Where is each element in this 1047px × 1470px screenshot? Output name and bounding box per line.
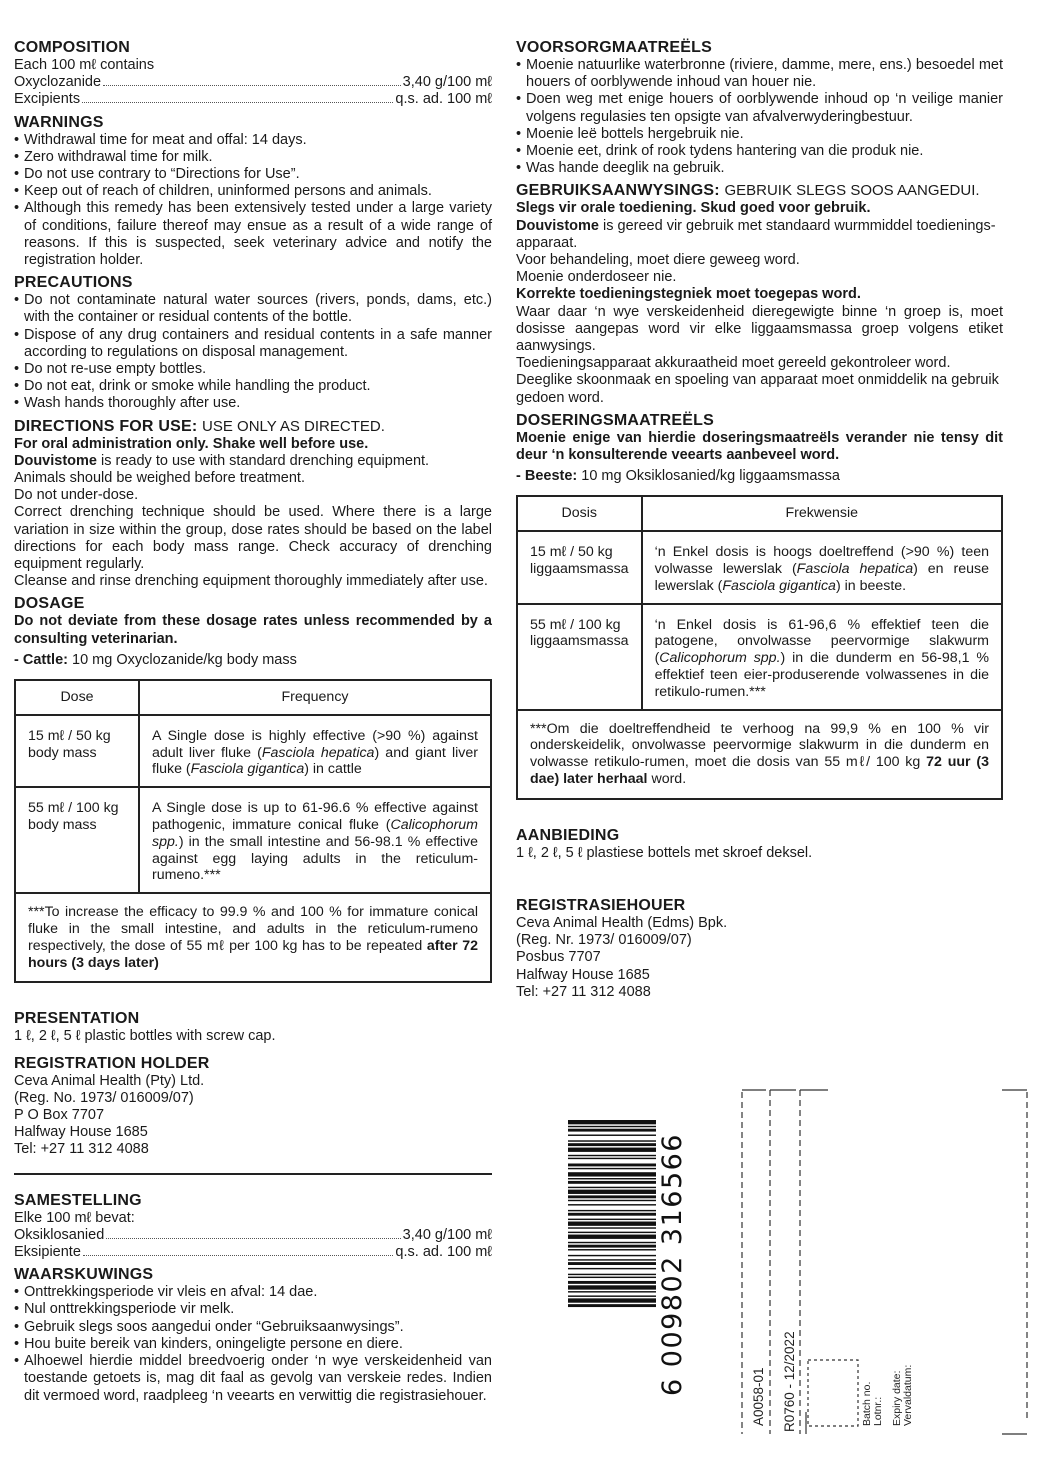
barcode-bar: [568, 1213, 656, 1216]
gebruik-line: Deeglike skoonmaak en spoeling van apparaat moet onmiddelik na gebruik gedoen word.: [516, 372, 999, 406]
dosering-section: [516, 411, 1003, 800]
directions-line: [14, 453, 492, 470]
product-name: Douvistome: [516, 217, 599, 234]
holder-line: Tel: +27 11 312 4088: [14, 1141, 149, 1158]
gebruik-line: Moenie onderdoseer nie.: [516, 269, 677, 286]
list-item: • Do not use contrary to “Directions for Use”.: [14, 166, 492, 183]
barcode-bar: [568, 1168, 656, 1169]
frequency-text: A Single dose is up to 61-96.6 % effective against pathogenic, immature conical fluke (: [152, 800, 478, 834]
precautions-heading: PRECAUTIONS: [14, 274, 133, 292]
barcode-bar: [568, 1210, 656, 1211]
houer-line: Tel: +27 11 312 4088: [516, 983, 651, 1000]
list-item: • Keep out of reach of children, uninformed persons and animals.: [14, 183, 492, 200]
composition-intro: Each 100 mℓ contains: [14, 57, 155, 73]
composition-row: [14, 1227, 492, 1244]
ingredient-value: q.s. ad. 100 mℓ: [395, 91, 492, 108]
composition-row: [14, 91, 492, 108]
gebruik-line: Voor behandeling, moet diere geweeg word.: [516, 252, 800, 269]
precautions-list: [14, 292, 492, 412]
barcode-bar: [568, 1126, 656, 1127]
frequency-cell: [642, 531, 1002, 603]
directions-heading: [14, 417, 492, 436]
gebruik-line: Toedieningsapparaat akkuraatheid moet gereeld gekontroleer word.: [516, 355, 951, 372]
dosage-species: [14, 652, 492, 669]
barcode-digits: 6 009802 316566: [657, 1133, 688, 1396]
gebruik-title-note: GEBRUIK SLEGS SOOS AANGEDUI.: [724, 182, 980, 200]
barcode-bar: [568, 1164, 656, 1167]
directions-line: Animals should be weighed before treatment.: [14, 470, 305, 487]
expiry-label-af: Vervaldatum:: [902, 1364, 914, 1426]
barcode-bar: [568, 1143, 656, 1146]
dosering-warning: Moenie enige van hierdie doseringsmaatreëls verander nie tensy dit deur ‘n konsulterende veearts aanbeveel word.: [516, 429, 1003, 464]
barcode-bar: [568, 1200, 656, 1201]
directions-line: Cleanse and rinse drenching equipment thoroughly immediately after use.: [14, 573, 488, 590]
list-item: • Doen weg met enige houers of oorblywende inhoud op ‘n veilige manier volgens regulasies ten opsigte van afvalverwyderingbestuur.: [516, 91, 1003, 125]
barcode-bar: [568, 1155, 656, 1156]
note-emphasis: after 72 hours (3 days later): [28, 937, 478, 971]
frequency-text: ‘n Enkel dosis is hoogs doeltreffend (>90 %) teen volwasse lewerslak (: [654, 544, 989, 578]
frequency-text: ) in the small intestine and 56-98.1 % effective against egg laying adults in the reticulum- rumeno.***: [152, 833, 478, 884]
directions-title-note: USE ONLY AS DIRECTED.: [202, 417, 385, 435]
list-item: • Moenie eet, drink of rook tydens hantering van die produk nie.: [516, 143, 1003, 160]
barcode-bar: [568, 1277, 656, 1278]
barcode-bar: [568, 1129, 656, 1132]
barcode-bar: [568, 1232, 656, 1233]
houer-line: (Reg. Nr. 1973/ 016009/07): [516, 932, 692, 949]
barcode-bar: [568, 1190, 656, 1194]
holder-line: P O Box 7707: [14, 1107, 105, 1124]
directions-title: DIRECTIONS FOR USE:: [14, 417, 198, 435]
barcode-bar: [568, 1304, 656, 1307]
species-name: Fasciola hepatica: [796, 561, 914, 578]
table-row: [15, 893, 491, 982]
holder-section: [14, 1054, 492, 1159]
holder-line: (Reg. No. 1973/ 016009/07): [14, 1089, 194, 1106]
table-note: [517, 710, 1002, 799]
barcode-bar: [568, 1187, 656, 1188]
dose-cell: 55 mℓ / 100 kg liggaamsmassa: [517, 604, 642, 710]
barcode-bar: [568, 1140, 656, 1141]
directions-section: [14, 417, 492, 591]
ingredient-value: 3,40 g/100 mℓ: [402, 1226, 492, 1243]
aanbieding-section: [516, 826, 1003, 862]
species-name: Calicophorum spp.: [152, 817, 478, 850]
gebruik-title: GEBRUIKSAANWYSINGS:: [516, 182, 720, 200]
species-label: - Cattle:: [14, 651, 68, 668]
houer-line: Halfway House 1685: [516, 966, 650, 983]
leader-dots: [103, 85, 401, 86]
barcode-bar: [568, 1120, 656, 1124]
code-r0760: R0760 - 12/2022: [782, 1331, 797, 1432]
aanbieding-text: 1 ℓ, 2 ℓ, 5 ℓ plastiese bottels met skroef deksel.: [516, 844, 813, 861]
frequency-text: ‘n Enkel dosis is 61-96,6 % effektief teen die patogene, onvolwasse peervormige slakwurm (: [654, 616, 989, 667]
table-row: [517, 710, 1002, 799]
table-header-dose: Dosis: [517, 496, 642, 531]
frequency-text: ) and giant liver fluke (: [152, 744, 479, 778]
species-rate: 10 mg Oksiklosanied/kg liggaamsmassa: [577, 468, 840, 485]
holder-line: Halfway House 1685: [14, 1124, 148, 1141]
list-item: • Gebruik slegs soos aangedui onder “Gebruiksaanwysings”.: [14, 1319, 492, 1336]
gebruik-line: Waar daar ‘n wye verskeidenheid dieregewigte binne ‘n groep is, moet dosisse aangepas word vir elke liggaamsmassa groep volgens etiket aanwysings.: [516, 303, 1003, 355]
samestelling-heading: SAMESTELLING: [14, 1191, 142, 1209]
species-name: Fasciola gigantica: [190, 761, 305, 778]
presentation-heading: PRESENTATION: [14, 1010, 140, 1028]
holder-line: Ceva Animal Health (Pty) Ltd.: [14, 1072, 205, 1089]
barcode-bar: [568, 1262, 656, 1265]
barcode-bar: [568, 1204, 656, 1205]
houer-section: [516, 896, 1003, 1001]
dosage-heading: DOSAGE: [14, 595, 85, 613]
table-header-frequency: Frequency: [139, 680, 491, 715]
presentation-text: 1 ℓ, 2 ℓ, 5 ℓ plastic bottles with screw cap.: [14, 1028, 276, 1045]
expiry-label-en: Expiry date:: [891, 1370, 903, 1426]
list-item: • Withdrawal time for meat and offal: 14 days.: [14, 132, 492, 149]
species-name: Fasciola gigantica: [722, 577, 836, 594]
barcode-bar: [568, 1219, 656, 1220]
barcode-bar: [568, 1291, 656, 1292]
expiry-label: [892, 1365, 914, 1426]
houer-heading: REGISTRASIEHOUER: [516, 897, 686, 915]
note-text: word.: [647, 771, 687, 788]
note-text: ***Om die doeltreffendheid te verhoog na 99,9 % en 100 % vir onderskeidelik, onvolwasse peervormige slakwurm in die dunderm en volwasse retikulo-rumen, moet die dosis van 55 mℓ/ 100 kg: [530, 720, 989, 771]
note-emphasis: 72 uur (3 dae) later herhaal: [530, 754, 989, 788]
gebruik-line-rest: is gereed vir gebruik met standaard wurmmiddel toedienings-apparaat.: [516, 217, 996, 251]
barcode-bar: [568, 1222, 656, 1226]
waarskuwings-section: [14, 1265, 492, 1404]
composition-row: [14, 74, 492, 91]
holder-heading: REGISTRATION HOLDER: [14, 1054, 210, 1072]
frequency-text: ) in cattle: [304, 761, 362, 778]
composition-heading: COMPOSITION: [14, 39, 130, 56]
barcode-bar: [568, 1148, 656, 1152]
frequency-text: ) in beeste.: [835, 577, 907, 594]
frequency-cell: [139, 715, 491, 787]
barcode-bar: [568, 1178, 656, 1179]
batch-label-en: Batch no.: [861, 1381, 873, 1426]
barcode-bar: [568, 1274, 656, 1275]
table-header-row: [517, 496, 1002, 531]
barcode-bar: [568, 1158, 656, 1159]
table-row: [517, 531, 1002, 603]
dosage-table: [14, 679, 492, 983]
product-name: Douvistome: [14, 452, 97, 469]
directions-line: Do not under-dose.: [14, 487, 139, 504]
table-row: [15, 715, 491, 787]
list-item: • Moenie leë bottels hergebruik nie.: [516, 126, 1003, 143]
frequency-cell: [139, 787, 491, 893]
houer-line: Ceva Animal Health (Edms) Bpk.: [516, 915, 728, 932]
ingredient-name: Oxyclozanide: [14, 74, 102, 91]
barcode-bar: [568, 1259, 656, 1260]
gebruik-line: Korrekte toedieningstegniek moet toegepas word.: [516, 286, 861, 303]
ingredient-value: q.s. ad. 100 mℓ: [395, 1244, 492, 1261]
left-column: [14, 38, 492, 1405]
list-item: • Was hande deeglik na gebruik.: [516, 160, 1003, 177]
dosage-warning: Do not deviate from these dosage rates unless recommended by a consulting veterinarian.: [14, 613, 492, 647]
gebruik-heading: [516, 181, 1003, 200]
list-item: • Zero withdrawal time for milk.: [14, 149, 492, 166]
directions-line: Correct drenching technique should be used. Where there is a large variation in size within the group, dose rates should be based on the label directions for each body mass range. Check accuracy of drenching equipment regularly.: [14, 504, 492, 573]
list-item: • Although this remedy has been extensively tested under a large variety of conditions, failure thereof may ensue as a result of a wide range of reasons. If this is suspected, seek veterinary advice and notify the registration holder.: [14, 200, 492, 269]
precautions-section: [14, 273, 492, 412]
voorsorg-section: [516, 38, 1003, 177]
list-item: • Dispose of any drug containers and residual contents in a safe manner according to regulations on disposal management.: [14, 327, 492, 361]
note-text: ***To increase the efficacy to 99.9 % and 100 % for immature conical fluke in the small intestine, and adults in the reticulum-rumeno respectively, the dose of 55 mℓ per 100 kg has to be repeated: [28, 904, 478, 954]
barcode-bar: [568, 1255, 656, 1256]
dosering-species: [516, 468, 1003, 485]
table-header-frequency: Frekwensie: [642, 496, 1002, 531]
frequency-text: ) en reuse lewerslak (: [654, 561, 989, 594]
dose-cell: 15 mℓ / 50 kg body mass: [15, 715, 139, 787]
composition-section: [14, 38, 492, 109]
samestelling-section: [14, 1191, 492, 1262]
samestelling-intro: Elke 100 mℓ bevat:: [14, 1209, 135, 1226]
list-item: • Nul onttrekkingsperiode vir melk.: [14, 1301, 492, 1318]
dosering-heading: DOSERINGSMAATREËLS: [516, 411, 714, 429]
dosage-section: [14, 594, 492, 983]
table-row: [15, 787, 491, 893]
species-label: - Beeste:: [516, 468, 578, 485]
warnings-heading: WARNINGS: [14, 113, 104, 131]
table-note: [15, 893, 491, 982]
barcode-bar: [568, 1281, 656, 1284]
aanbieding-heading: AANBIEDING: [516, 826, 620, 844]
right-column: [516, 38, 1003, 1001]
barcode-bar: [568, 1235, 656, 1239]
voorsorg-list: [516, 57, 1003, 177]
list-item: • Do not re-use empty bottles.: [14, 361, 492, 378]
voorsorg-heading: VOORSORGMAATREËLS: [516, 39, 713, 56]
barcode-bar: [568, 1298, 656, 1302]
barcode-bar: [568, 1245, 656, 1248]
code-a0058: A0058-01: [751, 1367, 766, 1426]
barcode-bar: [568, 1227, 656, 1228]
dosering-table: [516, 495, 1003, 799]
leader-dots: [82, 102, 393, 103]
barcode-bar: [568, 1181, 656, 1184]
species-name: Calicophorum spp.: [659, 650, 781, 667]
barcode-bar: [568, 1135, 656, 1136]
list-item: • Moenie natuurlike waterbronne (riviere, damme, mere, ens.) besoedel met houers of oorblywende inhoud van houer nie.: [516, 57, 1003, 91]
section-divider: [14, 1173, 492, 1175]
list-item: • Onttrekkingsperiode vir vleis en afval: 14 dae.: [14, 1284, 492, 1301]
directions-line: For oral administration only. Shake well before use.: [14, 435, 369, 452]
list-item: • Do not contaminate natural water sources (rivers, ponds, dams, etc.) with the container or residual contents of the bottle.: [14, 292, 492, 326]
barcode-bar: [568, 1195, 656, 1198]
batch-label-af: Lotnr.:: [872, 1396, 884, 1426]
table-row: [517, 604, 1002, 710]
dose-cell: 15 mℓ / 50 kg liggaamsmassa: [517, 531, 642, 603]
houer-line: Posbus 7707: [516, 949, 601, 966]
gebruik-line: [516, 218, 1003, 252]
presentation-section: [14, 1009, 492, 1045]
ingredient-name: Oksiklosanied: [14, 1226, 105, 1243]
directions-line-rest: is ready to use with standard drenching equipment.: [97, 452, 430, 469]
list-item: • Hou buite bereik van kinders, oningeligte persone en diere.: [14, 1336, 492, 1353]
dose-cell: 55 mℓ / 100 kg body mass: [15, 787, 139, 893]
gebruik-line: Slegs vir orale toediening. Skud goed voor gebruik.: [516, 200, 871, 217]
barcode-bar: [568, 1285, 656, 1289]
barcode-bar: [568, 1242, 656, 1243]
gebruik-section: [516, 181, 1003, 406]
barcode-bar: [568, 1295, 656, 1296]
ingredient-name: Eksipiente: [14, 1244, 81, 1261]
warnings-list: [14, 132, 492, 270]
waarskuwings-heading: WAARSKUWINGS: [14, 1266, 154, 1284]
species-rate: 10 mg Oxyclozanide/kg body mass: [67, 651, 297, 668]
frequency-cell: [642, 604, 1002, 710]
waarskuwings-list: [14, 1284, 492, 1404]
barcode-bar: [568, 1249, 656, 1250]
list-item: • Do not eat, drink or smoke while handling the product.: [14, 378, 492, 395]
table-header-row: [15, 680, 491, 715]
composition-row: [14, 1244, 492, 1261]
list-item: • Alhoewel hierdie middel breedvoerig onder ‘n wye verskeidenheid van toestande getoets is, mag dit faal as gevolg van verskeie redes. Indien dit vermoed word, raadpleeg ‘n veearts en verwittig die registrasiehouer.: [14, 1353, 492, 1405]
leader-dots: [83, 1255, 394, 1256]
leader-dots: [106, 1238, 400, 1239]
ingredient-value: 3,40 g/100 mℓ: [402, 74, 492, 91]
species-name: Fasciola hepatica: [261, 744, 375, 761]
frequency-text: A Single dose is highly effective (>90 %) against adult liver fluke (: [152, 727, 478, 761]
list-item: • Wash hands thoroughly after use.: [14, 395, 492, 412]
batch-label: [862, 1382, 884, 1426]
warnings-section: [14, 113, 492, 270]
barcode-bar: [568, 1268, 656, 1269]
barcode-bar: [568, 1172, 656, 1176]
table-header-dose: Dose: [15, 680, 139, 715]
frequency-text: ) in die dunderm en 56-98,1 % effektief teen eier-produserende volwassenes in die retikulo-rumen.***: [654, 650, 990, 700]
ingredient-name: Excipients: [14, 91, 81, 108]
